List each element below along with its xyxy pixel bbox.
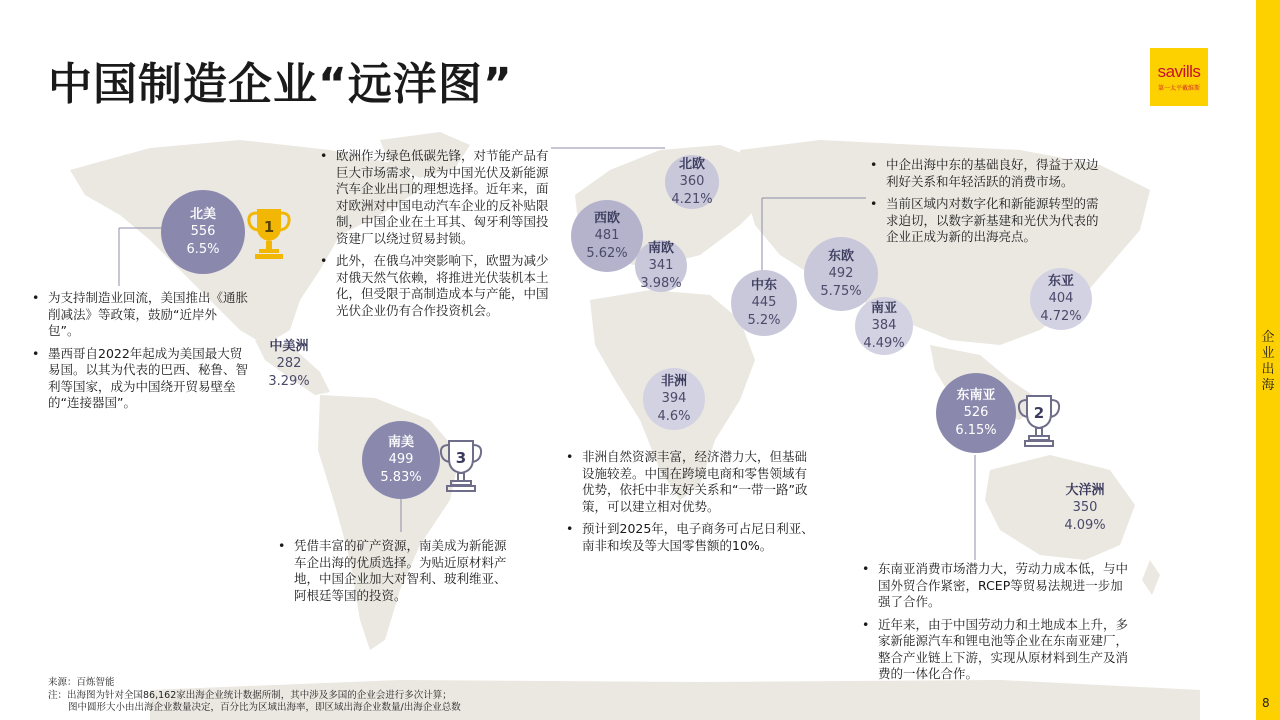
region-percent: 4.6% — [657, 408, 691, 424]
region-name: 南欧 — [647, 240, 674, 256]
region-name: 非洲 — [660, 373, 687, 389]
region-percent: 6.15% — [955, 422, 997, 438]
new-zealand-landmass — [1142, 560, 1160, 595]
logo-wordmark: savills — [1157, 61, 1201, 81]
bubble-east-asia — [1030, 268, 1092, 330]
bubble-southeast-asia — [936, 373, 1016, 453]
region-name: 东南亚 — [956, 387, 996, 403]
region-count: 394 — [661, 391, 687, 407]
region-count: 445 — [751, 295, 777, 311]
region-count: 404 — [1048, 291, 1074, 307]
region-percent: 4.21% — [671, 191, 713, 207]
region-name: 北欧 — [678, 156, 705, 172]
note-item: • 当前区域内对数字化和新能源转型的需求迫切，以数字新基建和光伏为代表的企业正成为新的出海亮点。 — [868, 196, 1108, 246]
trophy-rank-1: 1 — [263, 218, 275, 236]
trophy-rank-2: 2 — [1033, 404, 1045, 422]
region-name: 南美 — [387, 434, 414, 450]
note-item: • 近年来，由于中国劳动力和土地成本上升，多家新能源汽车和锂电池等企业在东南亚建厂，整合产业链上下游，实现从原材料到生产及消费的一体化合作。 — [860, 617, 1132, 683]
bubble-south-asia — [855, 297, 913, 355]
page-title: 中国制造企业“远洋图” — [48, 59, 513, 110]
region-name: 大洋洲 — [1065, 482, 1105, 498]
region-count: 350 — [1072, 500, 1098, 516]
bubble-west-europe — [571, 200, 643, 272]
trophy-silver-icon — [1016, 392, 1062, 448]
trophy-gold-icon — [246, 205, 292, 261]
trophy-bronze-icon — [438, 437, 484, 493]
region-name: 西欧 — [593, 210, 620, 226]
region-name: 北美 — [189, 206, 216, 222]
logo-subtitle: 第一太平戴维斯 — [1157, 84, 1200, 92]
trophy-rank-3: 3 — [455, 449, 467, 467]
region-count: 341 — [648, 258, 674, 274]
region-count: 556 — [190, 224, 216, 240]
note-item: • 为支持制造业回流，美国推出《通胀削减法》等政策，鼓励“近岸外包”。 — [30, 290, 248, 340]
region-count: 384 — [871, 318, 897, 334]
notes-africa — [564, 449, 814, 560]
region-percent: 4.72% — [1040, 308, 1082, 324]
region-name: 东欧 — [827, 248, 854, 264]
page-number: 8 — [1262, 696, 1270, 710]
notes-north-america — [30, 290, 248, 418]
bubble-oceania — [1058, 478, 1112, 538]
note-item: • 中企出海中东的基础良好，得益于双边利好关系和年轻活跃的消费市场。 — [868, 157, 1108, 190]
bubble-south-america — [362, 421, 440, 499]
bubble-east-europe — [804, 237, 878, 311]
region-count: 360 — [679, 174, 705, 190]
region-name: 中美洲 — [269, 338, 309, 354]
bubble-africa — [643, 368, 705, 430]
bubble-north-europe — [665, 155, 719, 209]
region-count: 282 — [276, 356, 302, 372]
region-count: 492 — [828, 266, 854, 282]
region-name: 东亚 — [1047, 273, 1074, 289]
notes-southeast-asia — [860, 561, 1132, 689]
note-item: • 墨西哥自2022年起成为美国最大贸易国。以其为代表的巴西、秘鲁、智利等国家，成为中国绕开贸易壁垒的“连接器国”。 — [30, 346, 248, 412]
source-line: 来源：百炼智能 — [48, 677, 115, 688]
region-percent: 4.09% — [1064, 517, 1106, 533]
notes-europe — [318, 148, 560, 325]
note-item: • 欧洲作为绿色低碳先锋，对节能产品有巨大市场需求，成为中国光伏及新能源汽车企业出口的理想选择。近年来，面对欧洲对中国电动汽车企业的反补贴限制，中国企业在土耳其、匈牙利等国投资建厂以绕过贸易封锁。 — [318, 148, 560, 247]
section-label: 企业出海 — [1261, 330, 1275, 393]
region-percent: 5.83% — [380, 469, 422, 485]
source-note-line: 图中圆形大小由出海企业数量决定，百分比为区域出海率，即区域出海企业数量/出海企业总数 — [68, 702, 461, 713]
region-name: 中东 — [750, 277, 777, 293]
note-item: • 非洲自然资源丰富，经济潜力大，但基础设施较差。中国在跨境电商和零售领域有优势，依托中非友好关系和“一带一路”政策，可以建立相对优势。 — [564, 449, 814, 515]
notes-south-america — [276, 538, 516, 610]
note-item: • 此外，在俄乌冲突影响下，欧盟为减少对俄天然气依赖，将推进光伏装机本土化，但受限于高制造成本与产能，中国光伏企业仍有合作投资机会。 — [318, 253, 560, 319]
note-item: • 凭借丰富的矿产资源，南美成为新能源车企出海的优质选择。为贴近原材料产地，中国企业加大对智利、玻利维亚、阿根廷等国的投资。 — [276, 538, 516, 604]
region-count: 526 — [963, 405, 989, 421]
region-percent: 4.49% — [863, 335, 905, 351]
region-percent: 5.62% — [586, 245, 628, 261]
region-percent: 6.5% — [186, 241, 220, 257]
notes-middle-east — [868, 157, 1108, 252]
bubble-north-america — [161, 190, 245, 274]
region-percent: 3.29% — [268, 373, 310, 389]
bubble-central-america — [266, 336, 312, 392]
bubble-south-europe — [635, 240, 687, 292]
region-name: 南亚 — [870, 300, 897, 316]
region-percent: 5.75% — [820, 283, 862, 299]
region-count: 481 — [594, 228, 620, 244]
savills-logo — [1150, 48, 1208, 106]
region-percent: 5.2% — [747, 312, 781, 328]
bubble-middle-east — [731, 270, 797, 336]
note-item: • 东南亚消费市场潜力大，劳动力成本低，与中国外贸合作紧密，RCEP等贸易法规进一步加强了合作。 — [860, 561, 1132, 611]
region-percent: 3.98% — [640, 275, 682, 291]
region-count: 499 — [388, 452, 414, 468]
note-item: • 预计到2025年，电子商务可占尼日利亚、南非和埃及等大国零售额的10%。 — [564, 521, 814, 554]
source-note — [48, 677, 461, 715]
source-note-line: 注：出海图为针对全国86,162家出海企业统计数据所制，其中涉及多国的企业会进行多次计算； — [48, 689, 452, 701]
